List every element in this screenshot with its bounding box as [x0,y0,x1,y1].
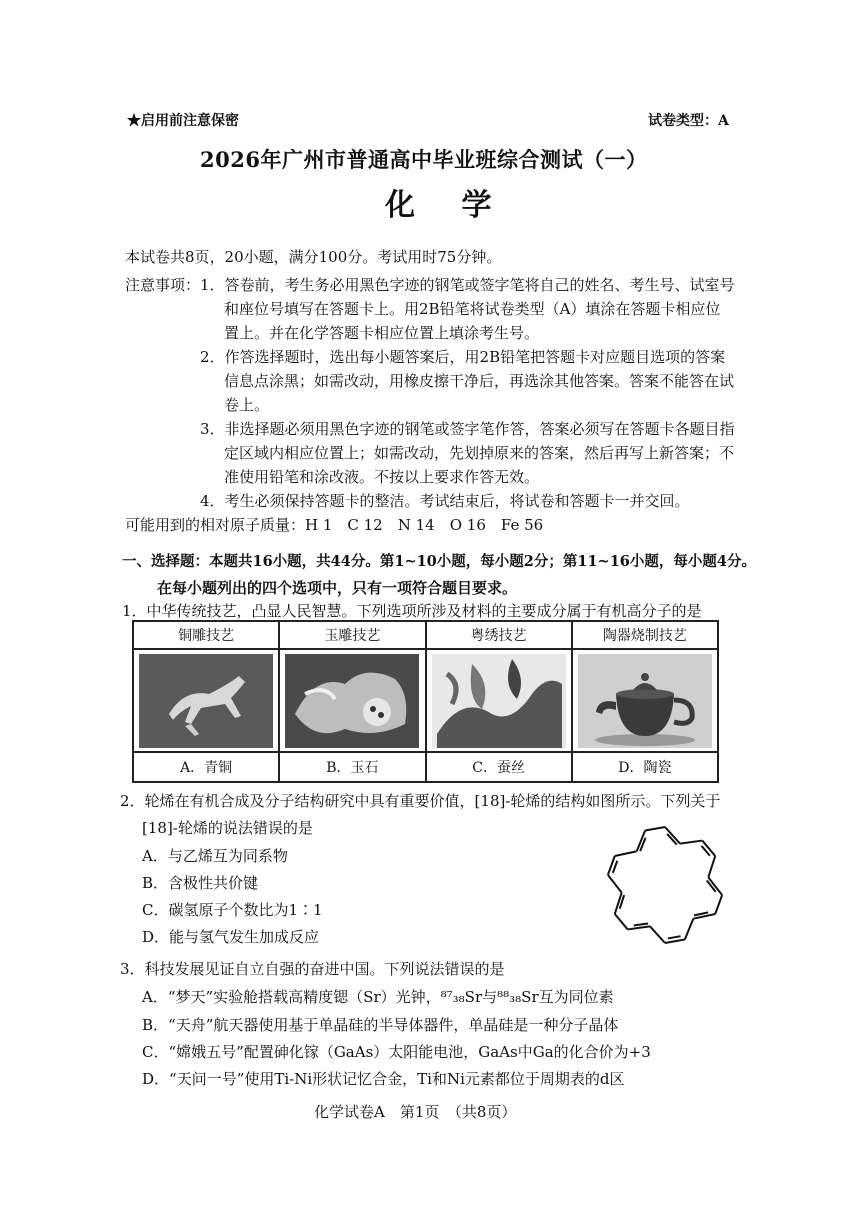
q1-header-cell: 粤绣技艺 [426,621,572,649]
note-3-line-3: 准使用铅笔和涂改液。不按以上要求作答无效。 [224,468,540,486]
q3-option-b: B．“天舟”航天器使用基于单晶硅的半导体器件，单晶硅是一种分子晶体 [142,1016,619,1034]
q1-image-cell [279,649,425,752]
section-1-heading: 一、选择题：本题共16小题，共44分。第1~10小题，每小题2分；第11~16小题，每小题4分。 [122,553,756,570]
q2-option-c: C．碳氢原子个数比为1∶1 [142,901,323,919]
double-bond-line [613,861,617,873]
q1-options-table [132,620,719,783]
clay-teapot-photo [578,654,712,748]
note-4-line-1: 4．考生必须保持答题卡的整洁。考试结束后，将试卷和答题卡一并交回。 [200,492,690,510]
q2-option-b: B．含极性共价键 [142,874,259,892]
note-2-line-1: 2．作答选择题时，选出每小题答案后，用2B铅笔把答题卡对应题目选项的答案 [200,348,726,366]
bond-line [680,841,702,844]
bond-line [615,914,628,929]
bond-line [628,926,650,929]
subject-title: 化 学 [385,188,510,223]
atomic-masses: 可能用到的相对原子质量：H 1 C 12 N 14 O 16 Fe 56 [125,516,544,534]
teapot-icon [578,654,712,748]
q1-header-cell: 铜雕技艺 [133,621,279,649]
note-1-line-2: 和座位号填写在答题卡上。用2B铅笔将试卷类型（A）填涂在答题卡相应位 [224,300,721,318]
bond-line [685,919,693,940]
bond-line [608,875,622,893]
note-2-line-2: 信息点涂黑；如需改动，用橡皮擦干净后，再选涂其他答案。答案不能答在试 [224,372,735,390]
bond-line [715,895,722,914]
q1-option-cell: B．玉石 [279,752,425,782]
section-1-instruction: 在每小题列出的四个选项中，只有一项符合题目要求。 [157,579,518,597]
q1-header-cell: 陶器烧制技艺 [572,621,718,649]
q1-image-cell [572,649,718,752]
embroidery-photo [432,654,566,748]
note-2-line-3: 卷上。 [224,396,270,414]
notice-label: 注意事项： [125,276,201,294]
q2-option-a: A．与乙烯互为同系物 [142,847,288,865]
bond-line [645,827,665,830]
q3-stem: 3．科技发展见证自立自强的奋进中国。下列说法错误的是 [120,960,505,978]
double-bond-line [668,936,681,938]
horse-icon [139,654,273,748]
double-bond-line [694,912,708,915]
jade-carving-photo [285,654,419,748]
bond-line [708,856,715,877]
q1-header-cell: 玉雕技艺 [279,621,425,649]
q3-option-c: C．“嫦娥五号”配置砷化镓（GaAs）太阳能电池，GaAs中Ga的化合价为+3 [142,1043,651,1061]
q1-option-cell: A．青铜 [133,752,279,782]
secret-notice: ★启用前注意保密 [127,113,239,129]
exam-summary: 本试卷共8页，20小题，满分100分。考试用时75分钟。 [125,248,502,266]
note-1-line-3: 置上。并在化学答题卡相应位置上填涂考生号。 [224,324,540,342]
q2-stem-line-2: [18]-轮烯的说法错误的是 [142,819,313,837]
page-footer: 化学试卷A 第1页 （共8页） [314,1103,517,1121]
note-3-line-1: 3．非选择题必须用黑色字迹的钢笔或签字笔作答，答案必须写在答题卡各题目指 [200,420,735,438]
q1-option-cell: D．陶瓷 [572,752,718,782]
q3-option-d: D．“天问一号”使用Ti-Ni形状记忆合金，Ti和Ni元素都位于周期表的d区 [142,1070,625,1088]
paper-type: 试卷类型：A [648,113,729,129]
note-1-line-1: 1．答卷前，考生务必用黑色字迹的钢笔或签字笔将自己的姓名、考生号、试室号 [200,276,735,294]
bronze-horse-photo [139,654,273,748]
q2-option-d: D．能与氢气发生加成反应 [142,928,320,946]
double-bond-line [634,923,648,925]
q1-option-cell: C．蚕丝 [426,752,572,782]
bond-line [650,926,665,943]
q1-image-cell [426,649,572,752]
embroidery-icon [432,654,566,748]
q1-stem: 1．中华传统技艺，凸显人民智慧。下列选项所涉及材料的主要成分属于有机高分子的是 [122,602,702,620]
q1-image-cell [133,649,279,752]
bond-line [665,940,685,943]
jade-carving-icon [285,654,419,748]
q3-option-a: A．“梦天”实验舱搭载高精度锶（Sr）光钟，⁸⁷₃₈Sr与⁸⁸₃₈Sr互为同位素 [142,988,614,1006]
exam-title: 2026年广州市普通高中毕业班综合测试（一） [200,147,648,172]
note-3-line-2: 定区域内相应位置上；如需改动，先划掉原来的答案，然后再写上新答案；不 [224,444,735,462]
annulene-structure-icon [600,820,730,950]
q2-stem-line-1: 2．轮烯在有机合成及分子结构研究中具有重要价值，[18]-轮烯的结构如图所示。下列关于 [120,792,721,810]
bond-line [615,851,637,856]
